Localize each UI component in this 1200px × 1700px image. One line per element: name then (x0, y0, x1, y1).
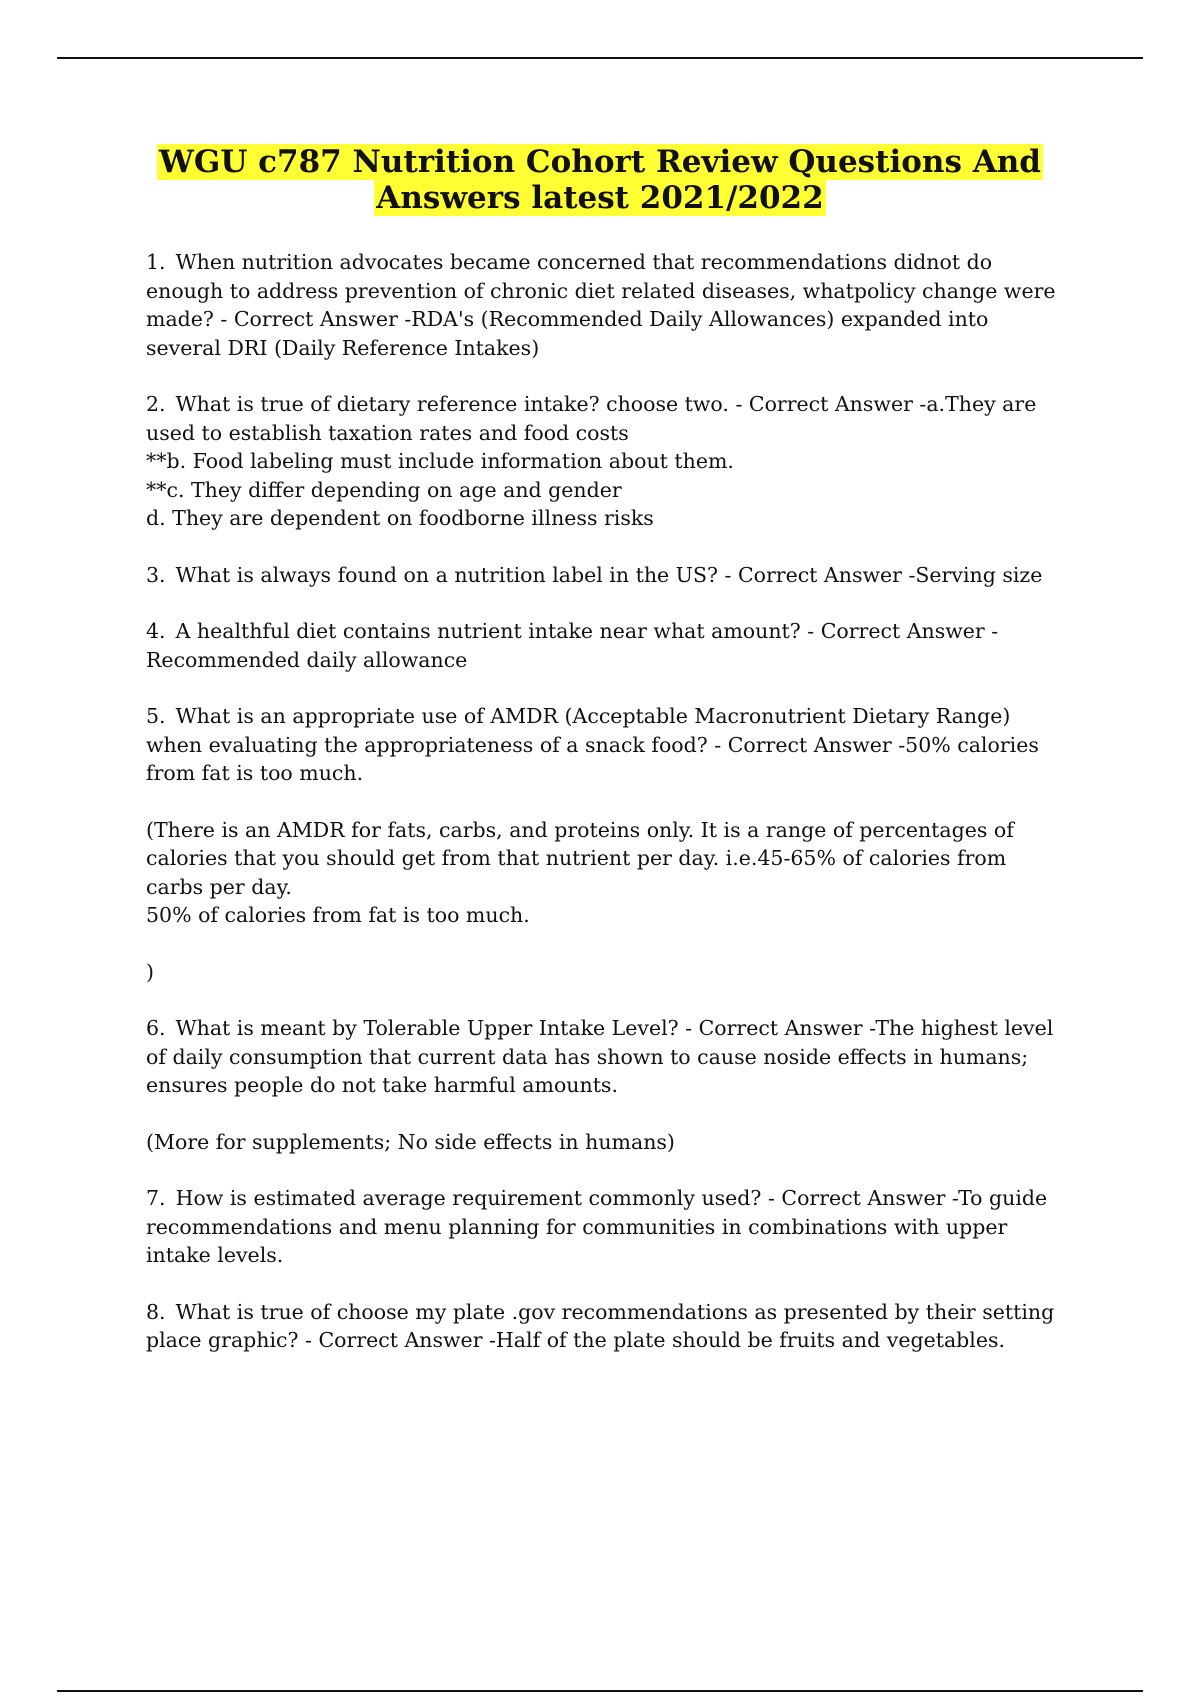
question-text: What is true of dietary reference intake? choose two. - Correct Answer -a.They are used to establish taxation rates and food costs (146, 392, 1037, 445)
question-text: When nutrition advocates became concerned that recommendations didnot do enough to address prevention of chronic diet related diseases, whatpolicy change were made? - Correct Answer -RDA's (Recommended Daily Allowances) expanded into several DRI (Daily Reference Intakes) (146, 250, 1056, 360)
title-line-1: WGU c787 Nutrition Cohort Review Questions And (159, 144, 1041, 180)
answer-option-c: **c. They differ depending on age and gender (146, 477, 622, 502)
question-number: 3. (146, 562, 166, 587)
footer-rule (57, 1690, 1143, 1692)
question-text: What is meant by Tolerable Upper Intake Level? - Correct Answer -The highest level of daily consumption that current data has shown to cause noside effects in humans; ensures people do not take harmful amounts. (146, 1016, 1054, 1097)
question-text: A healthful diet contains nutrient intake near what amount? - Correct Answer -Recommended daily allowance (146, 619, 999, 672)
note-text: 50% of calories from fat is too much. (146, 903, 530, 927)
question-6 (146, 1014, 1066, 1100)
question-7 (146, 1184, 1066, 1270)
question-text: What is always found on a nutrition label in the US? - Correct Answer -Serving size (175, 562, 1043, 587)
question-list (146, 248, 1066, 1383)
page-title (100, 144, 1100, 216)
question-number: 4. (146, 619, 166, 643)
question-number: 8. (146, 1299, 166, 1324)
question-8 (146, 1298, 1066, 1355)
answer-option-d: d. They are dependent on foodborne illness risks (146, 506, 654, 530)
question-3 (146, 561, 1066, 590)
note-close-paren: ) (146, 959, 154, 984)
question-text: What is true of choose my plate .gov recommendations as presented by their setting place graphic? - Correct Answer -Half of the plate should be fruits and vegetables. (146, 1299, 1055, 1352)
question-text: What is an appropriate use of AMDR (Acceptable Macronutrient Dietary Range) when evaluating the appropriateness of a snack food? - Correct Answer -50% calories from fat is too much. (146, 704, 1039, 785)
title-line-2: Answers latest 2021/2022 (376, 180, 824, 216)
question-5-note (146, 816, 1066, 930)
question-number: 2. (146, 392, 166, 416)
question-number: 1. (146, 250, 166, 274)
question-number: 6. (146, 1016, 166, 1040)
question-number: 7. (146, 1186, 166, 1210)
question-6-note: (More for supplements; No side effects in humans) (146, 1129, 675, 1154)
header-rule (57, 57, 1143, 59)
question-4 (146, 617, 1066, 674)
question-2 (146, 390, 1066, 533)
question-5 (146, 702, 1066, 788)
question-number: 5. (146, 704, 166, 728)
note-text: (There is an AMDR for fats, carbs, and proteins only. It is a range of percentages of calories that you should get from that nutrient per day. i.e.45-65% of calories from carbs per day. (146, 817, 1014, 899)
question-1 (146, 248, 1066, 362)
question-text: How is estimated average requirement commonly used? - Correct Answer -To guide recommendations and menu planning for communities in combinations with upper intake levels. (146, 1186, 1048, 1267)
answer-option-b: **b. Food labeling must include information about them. (146, 449, 734, 473)
